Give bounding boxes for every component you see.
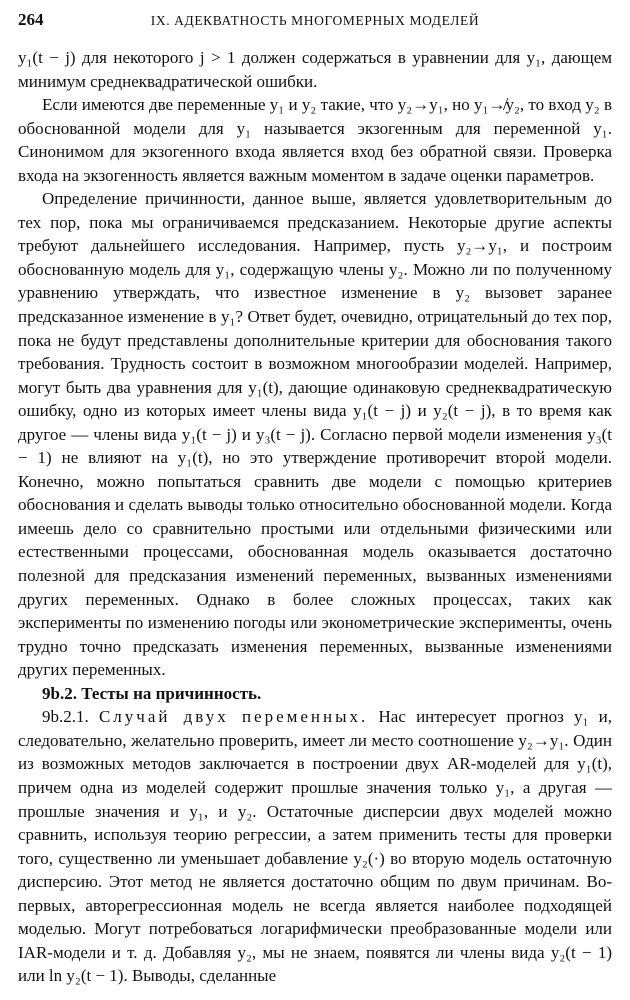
subsection-text: Нас интересует прогноз y₁ и, следовательно, желательно проверить, имеет ли место соотношение y₂→y₁. Один из возможных методов заключается в построении двух AR-моделей для y₁(t), причем одна из моделей содержит прошлые значения только y₁, а другая — прошлые значения и y₁, и y₂. Остаточные дисперсии двух моделей можно сравнить, используя теорию регрессии, а затем применить тесты для проверки того, существенно ли уменьшает добавление y₂(·) во вторую модель остаточную дисперсию. Этот метод не является достаточно общим по двум причинам. Во-первых, авторегрессионная модель не всегда является наиболее подходящей моделью. Могут потребоваться логарифмически преобразованные модели или IAR-модели и т. д. Добавляя y₂, мы не знаем, появятся ли члены вида y₂(t − 1) или ln y₂(t − 1). Выводы, сделанные — [18, 707, 613, 986]
page-number: 264 — [18, 10, 44, 29]
subsection-heading: Случай двух переменных. — [98, 707, 369, 727]
section-title: 9b.2. Тесты на причинность. — [42, 683, 262, 703]
book-page — [18, 10, 612, 988]
paragraph-exogenous: Если имеются две переменные y₁ и y₂ такие, что y₂→y₁, но y₁↛y₂, то вход y₂ в обоснованной модели для y₁ называется экзогенным для переменной y₁. Синонимом для экзогенного входа является вход без обратной связи. Проверка входа на экзогенность является важным моментом в задаче оценки параметров. — [18, 95, 612, 185]
paragraph-causality: Определение причинности, данное выше, является удовлетворительным до тех пор, пока мы ограничиваемся предсказанием. Некоторые другие аспекты требуют дальнейшего исследования. Например, пусть y₂→y₁, и построим обоснованную модель для y₁, содержащую члены y₂. Можно ли по полученному уравнению утверждать, что известное изменение в y₂ вызовет заранее предсказанное изменение в y₁? Ответ будет, очевидно, отрицательный до тех пор, пока не будут представлены дополнительные критерии для обоснования такого требования. Трудность состоит в возможном многообразии моделей. Например, могут быть два уравнения для y₁(t), дающие одинаковую среднеквадратическую ошибку, одно из которых имеет члены вида y₁(t − j) и y₂(t − j), в то время как другое — члены вида y₁(t − j) и y₃(t − j). Согласно первой модели изменения y₃(t − 1) не влияют на y₁(t), но это утверждение противоречит второй модели. Конечно, можно попытаться сравнить две модели с помощью критериев обоснования и сделать выводы только относительно обоснованной модели. Когда имеешь дело со сравнительно простыми или отдельными физическими или естественными процессами, обоснованная модель оказывается достаточно полезной для предсказания изменений переменных, вызванных изменениями других переменных. Однако в более сложных процессах, таких как эксперименты по изменению погоды или эконометрические эксперименты, очень трудно точно предсказать изменения переменных, вызванные изменениями других переменных. — [18, 189, 612, 680]
paragraph-two-variables — [18, 705, 612, 988]
paragraph-continuation: y₁(t − j) для некоторого j > 1 должен содержаться в уравнении для y₁, дающем минимум среднеквадратической ошибки. — [18, 48, 612, 91]
page-header — [18, 10, 612, 46]
subsection-number: 9b.2.1. — [42, 707, 89, 727]
body-text — [18, 46, 612, 988]
running-head: IX. АДЕКВАТНОСТЬ МНОГОМЕРНЫХ МОДЕЛЕЙ — [150, 13, 480, 28]
